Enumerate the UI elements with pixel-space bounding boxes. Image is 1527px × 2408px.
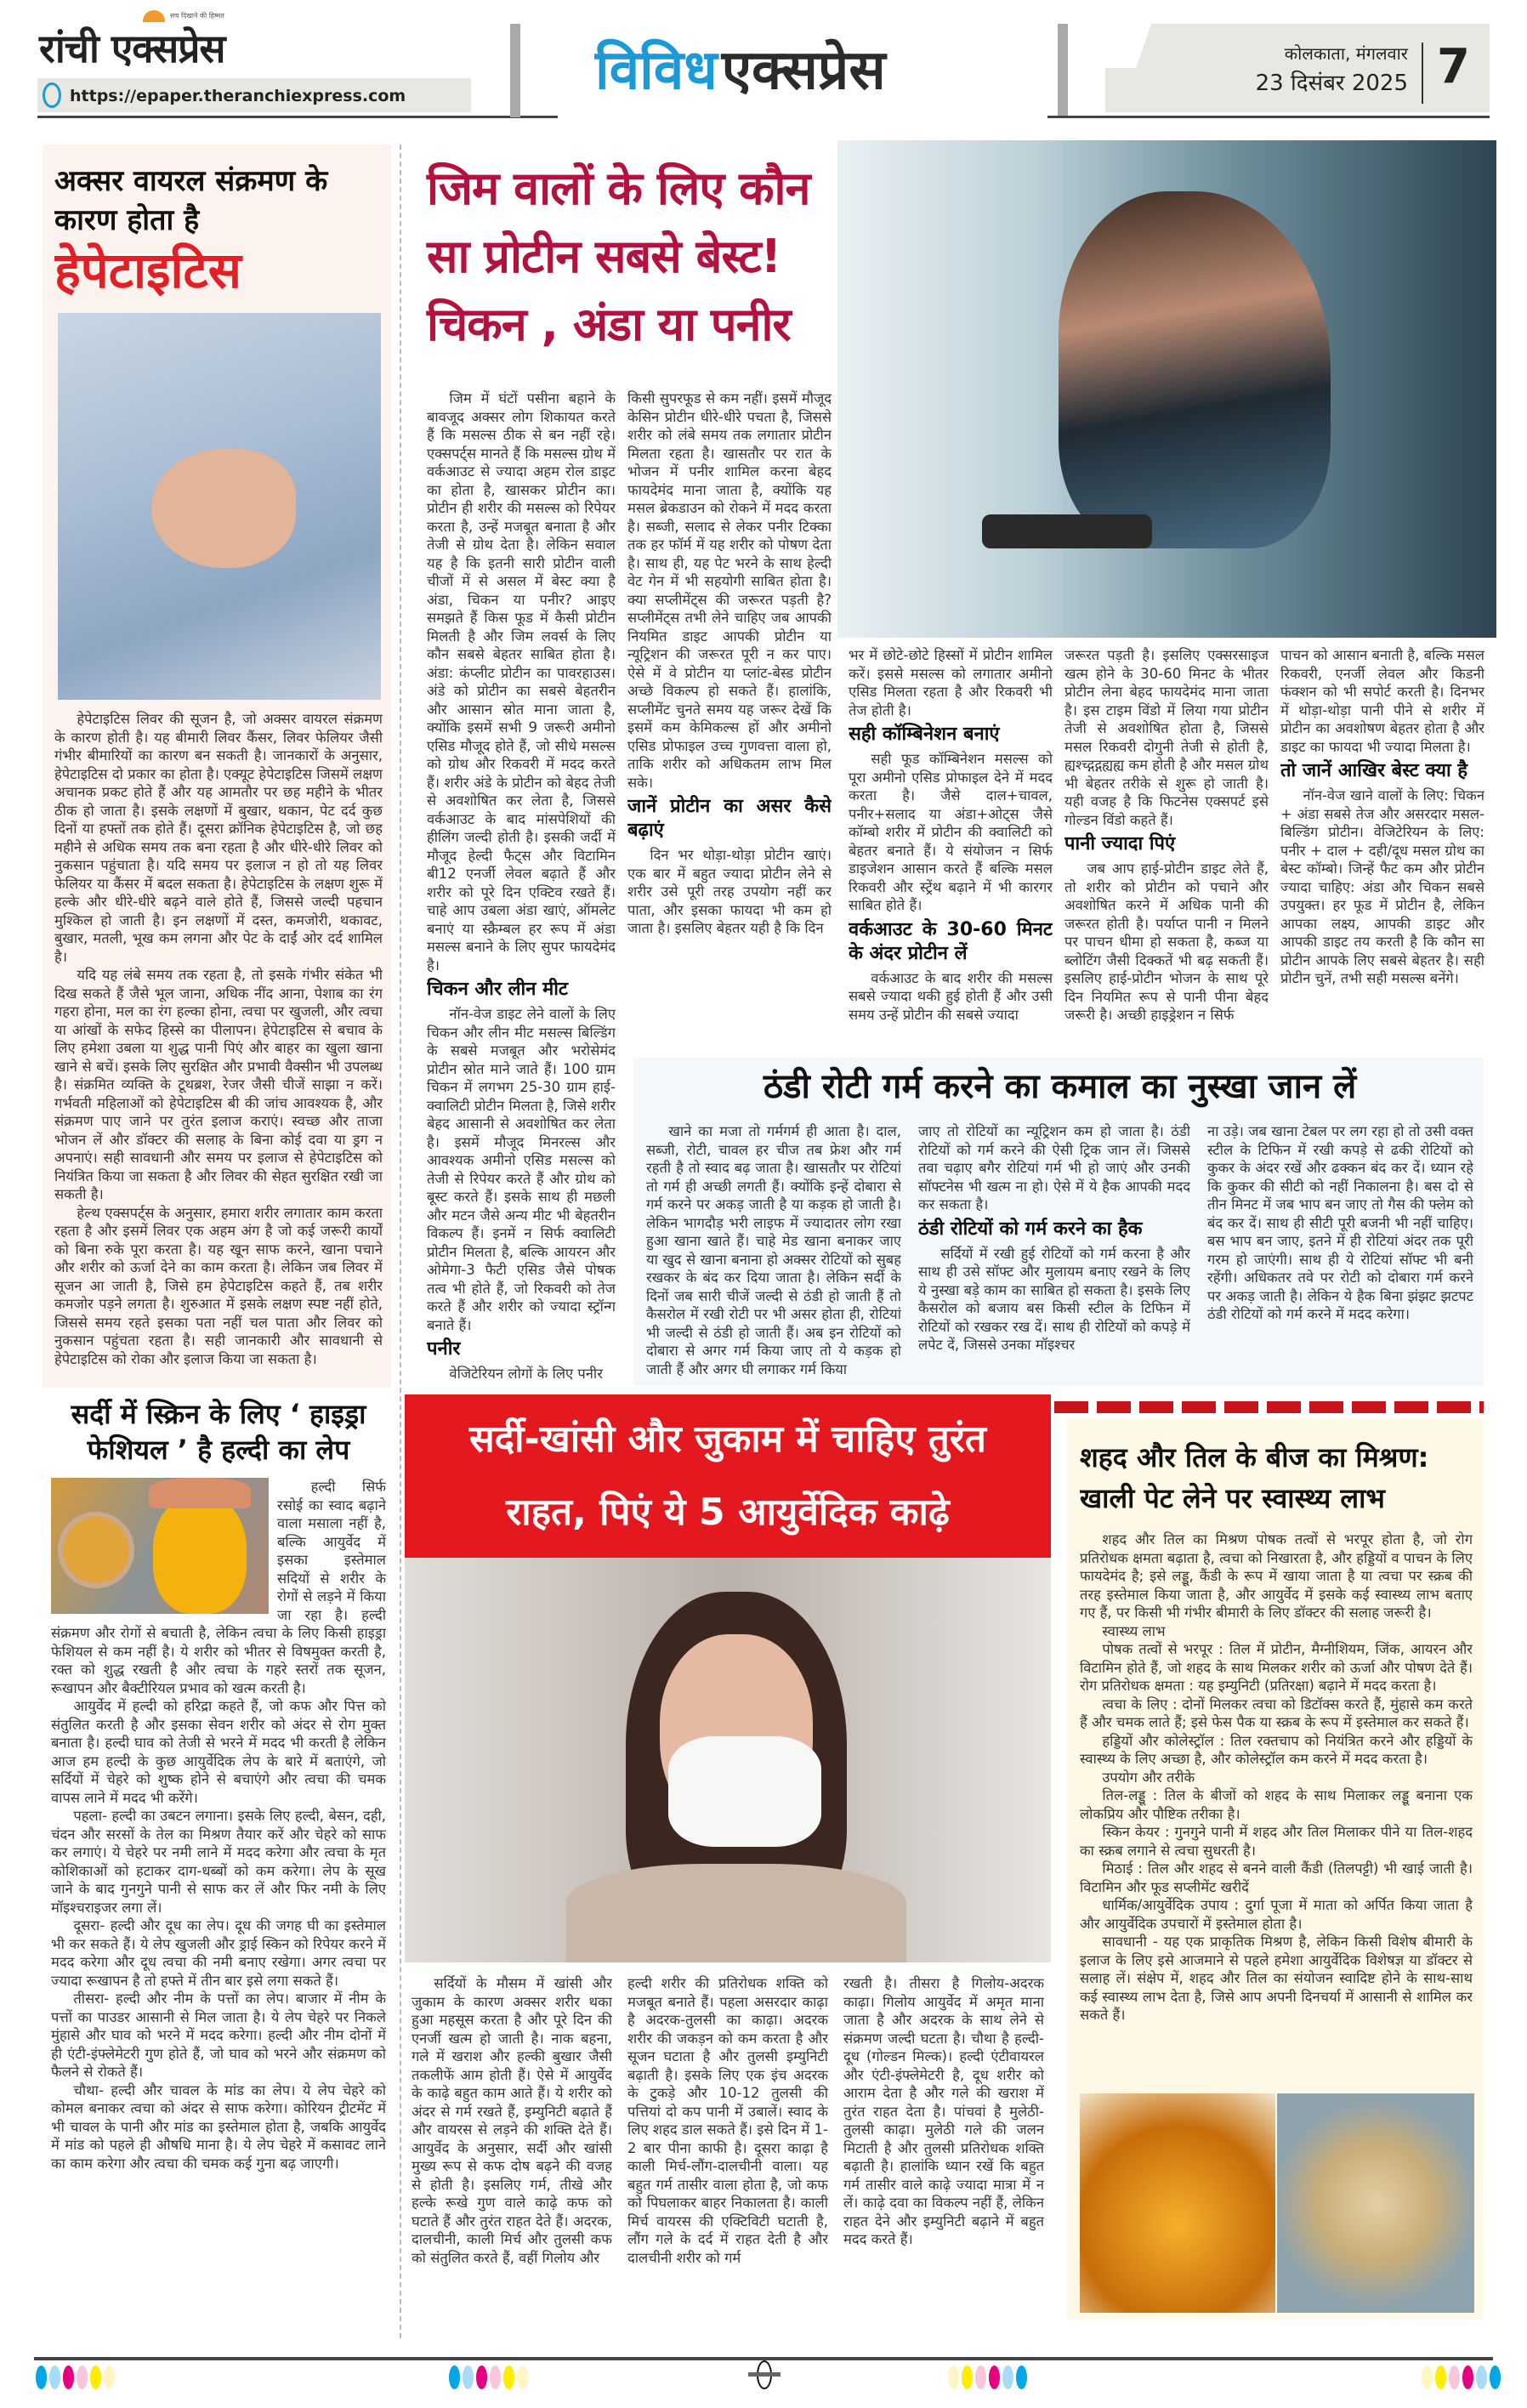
face-mask (153, 1495, 247, 1614)
roti-text: खाने का मजा तो गर्मगर्म ही आता है। दाल, सब्जी, रोटी, चावल हर चीज तब फ्रेश और गर्म रहती है तो स्वाद बढ़ जाता है। खासतौर पर रोटियां तो गर्म ही अच्छी लगती हैं। क्योंकि इन्हें दोबारा से गर्म करने पर अकड़ जाती है या कड़क हो जाती है। लेकिन भागदौड़ भरी लाइफ में ज्यादातर लोग रखा हुआ खाना खाते हैं। चाहे मेड खाना बनाकर जाए या खुद से खाना बनाना हो अक्सर रोटियों को सुबह रखकर के बंद कर दिया जाता है। लेकिन सर्दी के दिनों जब सारी चीजें जल्दी से ठंडी हो जाती हैं तो कैसरोल में रखी रोटी पर भी असर होता ही, रोटियां भी जल्दी से ठंडी हो जाती हैं। अब इन रोटियों को दोबारा से अगर गर्म किया जाए तो ये कड़क हो जाती हैं और अगर घी लगाकर गर्म किया (646, 1123, 901, 1377)
turmeric-photo (51, 1478, 269, 1614)
color-registration-marks (1422, 2365, 1501, 2389)
honey-paragraph: त्वचा के लिए : दोनों मिलकर त्वचा को डिटॉक्स करते हैं, मुंहासे कम करते हैं और चमक लाते हैं; इसे फेस पैक या स्क्रब के रूप में इस्तेमाल कर सकते हैं। (1080, 1695, 1473, 1730)
protein-column-5 (1280, 646, 1484, 1053)
woman-sweater (566, 1864, 906, 1962)
protein-text: पाचन को आसान बनाती है, बल्कि मसल रिकवरी, एनर्जी लेवल और किडनी फंक्शन को भी सपोर्ट करती है। दिनभर में थोड़ा-थोड़ा पानी पीने से शरीर में प्रोटीन का अवशोषण बेहतर होता है और डाइट का फायदा भी ज्यादा मिलता है। (1280, 647, 1484, 755)
protein-subheading: तो जानें आखिर बेस्ट क्या है (1280, 760, 1468, 781)
masthead-bracket-right (1058, 24, 1068, 117)
kadha-column-3 (843, 1974, 1044, 2314)
kadha-column-1 (412, 1974, 612, 2314)
turmeric-headline: सर्दी में स्क्रिन के लिए ‘ हाइड्रा फेशियल ’ है हल्दी का लेप (71, 1398, 366, 1466)
turmeric-content (51, 1396, 386, 2323)
hepatitis-paragraph: हेल्थ एक्सपर्ट्स के अनुसार, हमारा शरीर लगातार काम करता रहता है और इसमें लिवर एक अहम अंग है जो कई जरूरी कार्यों को बिना रुके पूरा करता है। यह खून साफ करने, खाना पचाने और शरीर को ऊर्जा देने का काम करता है। लेकिन जब लिवर में सूजन आ जाती है, जिसे हम हेपेटाइटिस कहते हैं, तब शरीर कमजोर पड़ने लगता है। शुरुआत में इसके लक्षण स्पष्ट नहीं होते, जिससे समय रहते इसका पता नहीं चल पाता और लिवर को नुकसान पहुंचता रहता है। सही जानकारी और सावधानी से हेपेटाइटिस को रोका और इलाज किया जा सकता है। (54, 1204, 383, 1367)
protein-text: नॉन-वेज डाइट लेने वालों के लिए चिकन और लीन मीट मसल्स बिल्डिंग के सबसे मजबूत और भरोसेमंद प्रोटीन स्रोत माने जाते हैं। 100 ग्राम चिकन में लगभग 25-30 ग्राम हाई-क्वालिटी प्रोटीन मिलता है, जिसे शरीर बेहद आसानी से अवशोषित कर लेता है। इसमें मौजूद मिनरल्स और आवश्यक अमीनो एसिड मसल्स को तेजी से रिपेयर करते हैं और ग्रोथ को बूस्ट करते हैं। इसके साथ ही मछली और मटन जैसे अन्य मीट भी बेहतरीन विकल्प हैं। इनमें न सिर्फ क्वालिटी प्रोटीन मिलता है, बल्कि आयरन और ओमेगा-3 फैटी एसिड जैसे पोषक तत्व भी होते हैं, जो रिकवरी को तेज करते हैं और शरीर को ज्यादा स्ट्रॉन्ग बनाते हैं। (427, 1006, 616, 1333)
city-day: कोलकाता, मंगलवार (1284, 43, 1408, 64)
protein-subheading: जानें प्रोटीन का असर कैसे बढ़ाएं (627, 796, 832, 841)
logo-tagline: सच दिखाने की हिम्मत (170, 12, 224, 20)
hepatitis-headline (54, 162, 383, 301)
roti-article (633, 1058, 1484, 1386)
honey-paragraph: स्किन केयर : गुनगुने पानी में शहद और तिल मिलाकर पीने या तिल-शहद का स्क्रब लगाने से त्वचा सुधरती है। (1080, 1824, 1473, 1859)
woman-figure (1059, 191, 1331, 548)
turmeric-paragraph: दूसरा- हल्दी और दूध का लेप। दूध की जगह घी का इस्तेमाल भी कर सकते हैं। ये लेप खुजली और ड्राई स्किन को रिपेयर करने में मदद करेगा और दूध त्वचा की नमी बनाए रखेगा। अगर त्वचा पर ज्यादा रूखापन है तो हफ्ते में तीन बार इसे लगा सकते हैं। (51, 1917, 386, 1989)
roti-text: जाए तो रोटियों का न्यूट्रिशन कम हो जाता है। ठंडी रोटियों को गर्म करने की ऐसी ट्रिक जान लें। जिससे तवा चढ़ाए बगैर रोटियां गर्म भी हो जाएं और उनकी सॉफ्टनेस भी खत्म ना हो। ऐसे में ये हैक आपकी मदद कर सकता है। (918, 1123, 1190, 1213)
towel (149, 1478, 251, 1508)
protein-text: वर्कआउट के बाद शरीर की मसल्स सबसे ज्यादा थकी हुई होती हैं और उसी समय उन्हें प्रोटीन की सबसे ज्यादा (849, 969, 1053, 1023)
protein-column-1 (427, 389, 616, 1384)
masthead-bracket-left (510, 24, 520, 117)
hand-on-abdomen (151, 449, 296, 568)
section-title-part2: एक्सप्रेस (721, 39, 886, 102)
protein-column-3 (849, 646, 1053, 1053)
newspaper-logo: रांची एक्सप्रेस (39, 26, 225, 71)
masthead-rule-left (37, 116, 558, 118)
protein-subheading: सही कॉम्बिनेशन बनाएं (849, 724, 1000, 745)
hepatitis-paragraph: यदि यह लंबे समय तक रहता है, तो इसके गंभीर संकेत भी दिख सकते हैं जैसे भूल जाना, अधिक नींद आना, पेशाब का रंग गहरा होना, मल का रंग हल्का होना, त्वचा पर खुजली, और त्वचा या आंखों के सफेद हिस्से का पीलापन। हेपेटाइटिस से बचाव के लिए हमेशा उबला या शुद्ध पानी पिएं और बाहर का खुला खाना खाने से बचें। इसके लिए सुरक्षित और प्रभावी वैक्सीन भी उपलब्ध है। संक्रमित व्यक्ति के टूथब्रश, रेजर जैसी चीजें साझा न करें। गर्भवती महिलाओं को हेपेटाइटिस बी की जांच आवश्यक है, और संक्रमण पाए जाने पर तुरंत इलाज कराएं। स्वच्छ और ताजा भोजन लें और डॉक्टर की सलाह के बिना कोई दवा या ड्रग न अपनाएं। सही सावधानी और समय पर इलाज से हेपेटाइटिस को नियंत्रित किया जा सकता है और लिवर की सेहत सुरक्षित रखी जा सकती है। (54, 967, 383, 1202)
honey-paragraph: धार्मिक/आयुर्वेदिक उपाय : दुर्गा पूजा में माता को अर्पित किया जाता है और आयुर्वेदिक उपचारों में इस्तेमाल होता है। (1080, 1897, 1473, 1932)
kadha-column-2 (627, 1974, 828, 2314)
honey-paragraph: मिठाई : तिल और शहद से बनने वाली कैंडी (तिलपट्टी) भी खाई जाती है। विटामिन और फूड सप्लीमेंट खरीदें (1080, 1860, 1473, 1895)
protein-column-4 (1064, 646, 1269, 1053)
protein-text: जिम में घंटों पसीना बहाने के बावजूद अक्सर लोग शिकायत करते हैं कि मसल्स ठीक से बन नहीं रहे। एक्सपर्ट्स मानते हैं कि मसल्स ग्रोथ में वर्कआउट से ज्यादा अहम रोल डाइट का होता है, खासकर प्रोटीन का। प्रोटीन ही शरीर की मसल्स को रिपेयर करता है, उन्हें मजबूत बनाता है और तेजी से ग्रोथ देता है। लेकिन सवाल यह है कि इतनी सारी प्रोटीन वाली चीजों में से असल में बेस्ट क्या है अंडा, चिकन या पनीर? आइए समझते हैं किस फूड में कैसी प्रोटीन मिलती है और जिम लवर्स के लिए कौन सबसे बेहतर साबित होता है। अंडा: कंप्लीट प्रोटीन का पावरहाउस। अंडे को प्रोटीन का सबसे बेहतरीन और आसान स्रोत माना जाता है, क्योंकि इसमें सभी 9 जरूरी अमीनो एसिड मौजूद होते हैं, जो सीधे मसल्स को ग्रोथ और रिकवरी में मदद करते हैं। शरीर अंडे के प्रोटीन को बेहद तेजी से अवशोषित कर लेता है, जिससे वर्कआउट के बाद मांसपेशियों की हीलिंग जल्दी होती है। इसकी जर्दी में मौजूद हेल्दी फैट्स और विटामिन बी12 एनर्जी लेवल बढ़ाते हैं और शरीर को पूरे दिन एक्टिव रखते हैं। चाहे आप उबला अंडा खाएं, ऑमलेट बनाएं या स्क्रैम्बल हर रूप में अंडा मसल्स बनाने के लिए सुपर फायदेमंद है। (427, 390, 616, 974)
kadha-text: हल्दी शरीर की प्रतिरोधक शक्ति को मजबूत बनाते हैं। पहला असरदार काढ़ा है अदरक-तुलसी का काढ़ा। अदरक शरीर की जकड़न को कम करता है और सूजन घटाता है और तुलसी इम्युनिटी बढ़ाती है। इसके लिए एक इंच अदरक के टुकड़े और 10-12 तुलसी की पत्तियां दो कप पानी में उबालें। स्वाद के लिए शहद डाल सकते हैं। इसे दिन में 1-2 बार पीना काफी है। दूसरा काढ़ा है काली मिर्च-लौंग-दालचीनी वाला। यह बहुत गर्म तासीर वाला होता है, जो कफ को पिघलाकर बाहर निकालता है। काली मिर्च वायरस की एक्टिविटी घटाती है, लौंग गले के दर्द में राहत देती है और दालचीनी शरीर को गर्म (627, 1975, 828, 2266)
kadha-banner (405, 1394, 1051, 1558)
globe-icon (43, 82, 61, 108)
column-divider-dashed (400, 145, 401, 2338)
protein-headline-line1: जिम वालों के लिए कौन (427, 162, 810, 215)
honey-jar-photo (1080, 2093, 1275, 2313)
turmeric-paragraph: पहला- हल्दी का उबटन लगाना। इसके लिए हल्दी, बेसन, दही, चंदन और सरसों के तेल का मिश्रण तैयार करें और चेहरे को साफ कर लगाएं। ये चेहरे पर नमी लाने में मदद करेगा और त्वचा के मृत कोशिकाओं को हटाकर दाग-धब्बों को कम करेगा। लेप के सूख जाने के बाद गुनगुने पानी से साफ कर लें और फिर नमी के लिए मॉइश्चराइजर लगा लें। (51, 1808, 386, 1916)
kadha-text: रखती है। तीसरा है गिलोय-अदरक काढ़ा। गिलोय आयुर्वेद में अमृत माना जाता है और अदरक के साथ लेने से संक्रमण जल्दी घटता है। चौथा है हल्दी-दूध (गोल्डन मिल्क)। हल्दी एंटीवायरल और एंटी-इंफ्लेमेटरी है, दूध शरीर को आराम देता है और गले की खराश में तुरंत राहत देता है। पांचवां है मुलेठी-तुलसी काढ़ा। मुलेठी गले की जलन मिटाती है और तुलसी प्रतिरोधक शक्ति बढ़ाती है। हालांकि ध्यान रखें कि बहुत गर्म तासीर वाले काढ़े ज्यादा मात्रा में न लें। काढ़े दवा का विकल्प नहीं हैं, लेकिन राहत देने और इम्युनिटी बढ़ाने में बहुत मदद करते हैं। (843, 1975, 1044, 2247)
protein-subheading: वर्कआउट के 30-60 मिनट के अंदर प्रोटीन लें (849, 918, 1053, 964)
roti-text: सर्दियों में रखी हुई रोटियों को गर्म करना है और साथ ही उसे सॉफ्ट और मुलायम बनाए रखने के लिए ये नुस्खा बड़े काम का साबित हो सकता है। इसके लिए कैसरोल को बजाय बस किसी स्टील के टिफिन में रोटियों को रखकर रख दें। साथ ही रोटियों को कपड़े में लपेट दें, जिससे उनका मॉइश्चर (918, 1245, 1190, 1353)
protein-headline (427, 155, 810, 359)
hepatitis-content (54, 162, 383, 1384)
sneezing-woman-photo (405, 1558, 1051, 1962)
crosshair-bar (748, 2372, 781, 2377)
hepatitis-headline-red: हेपेटाइटिस (54, 241, 241, 299)
protein-headline-line2: सा प्रोटीन सबसे बेस्ट! (427, 230, 781, 283)
protein-text: नॉन-वेज खाने वालों के लिए: चिकन + अंडा सबसे तेज और असरदार मसल-बिल्डिंग प्रोटीन। वेजिटेरियन के लिए: पनीर + दाल + दही/दूध मसल ग्रोथ का बेस्ट कॉम्बो। जिन्हें फैट कम और प्रोटीन ज्यादा चाहिए: अंडा और चिकन सबसे उपयुक्त। हर फूड में प्रोटीन है, लेकिन आपका लक्ष्य, आपकी डाइट और आपकी डाइट तय करती है कि कौन सा प्रोटीन आपके लिए सबसे बेहतर है। सही प्रोटीन चुनें, तभी सही मसल्स बनेंगे। (1280, 787, 1484, 986)
protein-subheading: चिकन और लीन मीट (427, 979, 569, 1000)
sesame-seeds-photo (1277, 2093, 1474, 2313)
roti-column-3 (1207, 1122, 1473, 1383)
section-title (595, 31, 886, 105)
roti-column-2 (918, 1122, 1190, 1383)
roti-subheading: ठंडी रोटियों को गर्म करने का हैक (918, 1218, 1143, 1240)
turmeric-paragraph: आयुर्वेद में हल्दी को हरिद्रा कहते हैं, जो कफ और पित्त को संतुलित करती है और इसका सेवन शरीर को अंदर से रोग मुक्त बनाता है। हल्दी घाव को तेजी से भरने में मदद भी करती है लेकिन आज हम हल्दी के कुछ आयुर्वेदिक लेप के बारे में बताएंगे, जो सर्दियों में चेहरे को शुष्क होने से बचाएंगे और त्वचा की चमक वापस लाने में मदद भी करेंगे। (51, 1698, 386, 1806)
honey-paragraph: तिल-लड्डू : तिल के बीजों को शहद के साथ मिलाकर लड्डू बनाना एक लोकप्रिय और पौष्टिक तरीका है। (1080, 1787, 1473, 1822)
hepatitis-paragraph: हेपेटाइटिस लिवर की सूजन है, जो अक्सर वायरल संक्रमण के कारण होती है। यह बीमारी लिवर कैंसर, लिवर फेलियर जैसी गंभीर बीमारियों का कारण बन सकती है। जानकारों के अनुसार, हेपेटाइटिस दो प्रकार का होता है। एक्यूट हेपेटाइटिस जिसमें लक्षण अचानक प्रकट होते हैं और यह आमतौर पर छह महीने के भीतर ठीक हो जाता है। इसके लक्षणों में बुखार, थकान, पेट दर्द कुछ दिनों या हफ्तों तक होते हैं। दूसरा क्रॉनिक हेपेटाइटिस है, जो छह महीने से अधिक समय तक बना रहता है और धीरे-धीरे लिवर को नुकसान पहुंचाता है। यदि समय पर इलाज न हो तो यह लिवर फेलियर या कैंसर में बदल सकता है। हेपेटाइटिस के लक्षण शुरू में हल्के और धीरे-धीरे बढ़ने वाले होते हैं, जिससे जल्दी पहचान मुश्किल हो जाती है। इन लक्षणों में दस्त, कमजोरी, थकावट, बुखार, मतली, भूख कम लगना और पेट के दाईं ओर दर्द शामिल है। (54, 711, 383, 965)
kadha-headline-line2: राहत, पिएं ये 5 आयुर्वेदिक काढ़े (506, 1491, 950, 1534)
kadha-text: सर्दियों के मौसम में खांसी और जुकाम के कारण अक्सर शरीर थका हुआ महसूस करता है और पूरे दिन की एनर्जी खत्म हो जाती है। नाक बहना, गले में खराश और हल्की बुखार जैसी तकलीफें आम होती हैं। ऐसे में आयुर्वेद के काढ़े बहुत काम आते हैं। ये शरीर को अंदर से गर्म रखते हैं, इम्युनिटी बढ़ाते हैं और वायरस से लड़ने की शक्ति देते हैं। आयुर्वेद के अनुसार, सर्दी और खांसी मुख्य रूप से कफ दोष बढ़ने की वजह से होती है। इसलिए गर्म, तीखे और हल्के रूखे गुण वाले काढ़े कफ को घटाते हैं और तुरंत राहत देते हैं। अदरक, दालचीनी, काली मिर्च और तुलसी कफ को संतुलित करते हैं, वहीं गिलोय और (412, 1975, 612, 2266)
protein-text: जब आप हाई-प्रोटीन डाइट लेते हैं, तो शरीर को प्रोटीन को पचाने और अवशोषित करने में अधिक पानी की जरूरत होती है। पर्याप्त पानी न मिलने पर पाचन धीमा हो सकता है, कब्ज या ब्लोटिंग जैसी दिक्कतें भी बढ़ सकती हैं। इसलिए हाई-प्रोटीन भोजन के साथ पूरे दिन नियमित रूप से पानी पीना बेहद जरूरी है। अच्छी हाइड्रेशन न सिर्फ (1064, 860, 1269, 1023)
hepatitis-body (54, 710, 383, 1384)
color-registration-marks (449, 2365, 528, 2389)
gym-woman-photo (837, 140, 1496, 638)
honey-paragraph: उपयोग और तरीके (1102, 1769, 1195, 1786)
protein-text: भर में छोटे-छोटे हिस्सों में प्रोटीन शामिल करें। इससे मसल्स को लगातार अमीनो एसिड मिलता रहता है और रिकवरी भी तेज होती है। (849, 647, 1053, 718)
kadha-headline-line1: सर्दी-खांसी और जुकाम में चाहिए तुरंत (469, 1417, 986, 1461)
honey-paragraph: स्वास्थ्य लाभ (1102, 1622, 1166, 1639)
turmeric-bowl (58, 1512, 134, 1588)
honey-content (1080, 1437, 1473, 2087)
turmeric-intro-text: हल्दी सिर्फ रसोई का स्वाद बढ़ाने वाला मसाला नहीं है, बल्कि आयुर्वेद में इसका इस्तेमाल सदियों से शरीर के रोगों से लड़ने में किया जा रहा है। हल्दी संक्रमण और रोगों से बचाती है, लेकिन त्वचा के लिए किसी हाइड्रा फेशियल से कम नहीं है। ये शरीर को भीतर से विषमुक्त करती है, रक्त को शुद्ध रखती है और त्वचा के गहरे स्तरों तक सूजन, रूखापन और बैक्टीरियल प्रभाव को खत्म करती है। (51, 1479, 386, 1696)
tissue (668, 1736, 821, 1847)
hepatitis-headline-line1: अक्सर वायरल संक्रमण के (54, 164, 328, 198)
issue-date: 23 दिसंबर 2025 (1255, 71, 1408, 96)
honey-body (1080, 1531, 1473, 2087)
page-divider (1422, 43, 1423, 104)
masthead-right-box (1105, 24, 1490, 112)
page-number: 7 (1437, 39, 1470, 94)
protein-headline-line3: चिकन , अंडा या पनीर (427, 298, 791, 351)
honey-headline-line2: खाली पेट लेने पर स्वास्थ्य लाभ (1080, 1482, 1385, 1514)
honey-headline (1080, 1437, 1473, 1519)
protein-subheading: पानी ज्यादा पिएं (1064, 833, 1176, 855)
roti-columns (646, 1122, 1473, 1383)
honey-paragraph: सावधानी - यह एक प्राकृतिक मिश्रण है, लेकिन किसी विशेष बीमारी के इलाज के लिए इसे आजमाने से पहले हमेशा आयुर्वेदिक विशेषज्ञ या डॉक्टर से सलाह लें। संक्षेप में, शहद और तिल का संयोजन स्वादिष्ट होने के साथ-साथ कई स्वास्थ्य लाभ देता है, जिसे आप अपनी दिनचर्या में आसानी से शामिल कर सकते हैं। (1080, 1934, 1473, 2023)
dumbbell (982, 514, 1152, 548)
epaper-url-link[interactable]: https://epaper.theranchiexpress.com (70, 87, 406, 105)
protein-column-2 (627, 389, 832, 1053)
red-dashed-rule (1054, 1401, 1484, 1413)
honey-paragraph: शहद और तिल का मिश्रण पोषक तत्वों से भरपूर होता है, जो रोग प्रतिरोधक क्षमता बढ़ाता है, त्वचा को निखारता है, और हड्डियों व पाचन के लिए फायदेमंद है; इसे लड्डू, कैंडी के रूप में खाया जाता है या त्वचा पर स्क्रब की तरह इस्तेमाल किया जाता है, और आयुर्वेद में इसके कई स्वास्थ्य लाभ बताए गए हैं, पर किसी भी गंभीर बीमारी के लिए डॉक्टर की सलाह जरूरी है। (1080, 1531, 1473, 1621)
turmeric-paragraph: तीसरा- हल्दी और नीम के पत्तों का लेप। बाजार में नीम के पत्तों का पाउडर आसानी से मिल जाता है। ये लेप चेहरे पर निकले मुंहासे और घाव को भरने में मदद करेगा। हल्दी और नीम दोनों में ही एंटी-इंफ्लेमेटरी गुण होते हैं, जो घाव को भरने और संक्रमण को फैलने से रोकते हैं। (51, 1991, 386, 2080)
turmeric-paragraph: चौथा- हल्दी और चावल के मांड का लेप। ये लेप चेहरे को कोमल बनाकर त्वचा को अंदर से साफ करेगा। कोरियन ट्रीटमेंट में भी चावल के पानी और मांड का इस्तेमाल होता है, जबकि आयुर्वेद में मांड को पहले ही औषधि माना है। ये लेप चेहरे में कसावट लाने का काम करेगा और त्वचा की चमक कई गुना बढ़ जाएगी। (51, 2081, 386, 2172)
masthead-rule-right (1047, 116, 1490, 118)
protein-text: किसी सुपरफूड से कम नहीं। इसमें मौजूद केसिन प्रोटीन धीरे-धीरे पचता है, जिससे शरीर को लंबे समय तक लगातार प्रोटीन मिलता रहता है। खासतौर पर रात के भोजन में पनीर शामिल करना बेहद फायदेमंद माना जाता है, क्योंकि यह मसल ब्रेकडाउन को रोकने में मदद करता है। सब्जी, सलाद से लेकर पनीर टिक्का तक हर फॉर्म में यह शरीर को पोषण देता है। साथ ही, यह पेट भरने के साथ हेल्दी वेट गेन में भी सहयोगी साबित होता है। क्या सप्लीमेंट्स की जरूरत पड़ती है? सप्लीमेंट्स तभी लेने चाहिए जब आपकी नियमित डाइट आपकी प्रोटीन या न्यूट्रिशन की जरूरत पूरी न कर पाए। ऐसे में वे प्रोटीन या प्लांट-बेस्ड प्रोटीन अच्छे विकल्प हो सकते हैं। हालांकि, सप्लीमेंट चुनते समय यह जरूर देखें कि इसमें कम केमिकल्स हों और अमीनो एसिड प्रोफाइल उच्च गुणवत्ता वाला हो, ताकि शरीर को अधिकतम लाभ मिल सके। (627, 390, 832, 791)
roti-headline: ठंडी रोटी गर्म करने का कमाल का नुस्खा जान लें (763, 1067, 1357, 1106)
hepatitis-photo (58, 313, 381, 700)
section-title-part1: विविध (595, 39, 718, 102)
color-registration-marks (36, 2365, 115, 2389)
protein-text: दिन भर थोड़ा-थोड़ा प्रोटीन खाएं। एक बार में बहुत ज्यादा प्रोटीन लेने से शरीर उसे पूरी तरह उपयोग नहीं कर पाता, और इसका फायदा भी कम हो जाता है। इसलिए बेहतर यही है कि दिन (627, 847, 832, 936)
honey-paragraph: हड्डियों और कोलेस्ट्रॉल : तिल रक्तचाप को नियंत्रित करने और हड्डियों के स्वास्थ्य के लिए अच्छा है, और कोलेस्ट्रॉल कम करने में मदद करता है। (1080, 1732, 1473, 1767)
protein-text: जरूरत पड़ती है। इसलिए एक्सरसाइज खत्म होने के 30-60 मिनट के भीतर प्रोटीन लेना बेहद फायदेमंद माना जाता है। इस टाइम विंडो में लिया गया प्रोटीन तेजी से अवशोषित होता है, जिससे मसल रिकवरी दोगुनी तेजी से होती है, ह्यश्च्द्गद्गह्यह्य कम होती है और मसल ग्रोथ भी बेहतर तरीके से शुरू हो जाती है। यही वजह है कि फिटनेस एक्सपर्ट इसे गोल्डन विंडो कहते हैं। (1064, 647, 1269, 828)
honey-headline-line1: शहद और तिल के बीज का मिश्रण: (1080, 1441, 1429, 1474)
roti-column-1 (646, 1122, 901, 1383)
honey-paragraph: पोषक तत्वों से भरपूर : तिल में प्रोटीन, मैग्नीशियम, जिंक, आयरन और विटामिन होते हैं, जो शहद के साथ मिलकर शरीर को ऊर्जा और पोषण देते हैं। रोग प्रतिरोधक क्षमता : यह इम्युनिटी (प्रतिरक्षा) बढ़ाने में मदद करता है। (1080, 1641, 1473, 1694)
color-registration-marks (948, 2365, 1027, 2389)
turmeric-body (51, 1478, 386, 2323)
roti-text: ना उड़े। जब खाना टेबल पर लग रहा हो तो उसी वक्त स्टील के टिफिन में रखी कपड़े से ढकी रोटियों को कुकर के अंदर रखें और ढक्कन बंद कर दें। ध्यान रहे कि कुकर की सीटी को नहीं निकालना है। बस दो से तीन मिनट में जब भाप बन जाए तो गैस की फ्लेम को बंद कर दें। साथ ही सीटी पूरी बजनी भी नहीं चाहिए। बस भाप बन जाए, इतने में ही रोटियां अंदर तक पूरी गरम हो जाएंगी। साथ ही ये रोटियां सॉफ्ट भी बनी रहेंगी। अधिकतर तवे पर रोटी को दोबारा गर्म करने पर अकड़ जाती है। लेकिन ये हैक बिना झंझट झटपट ठंडी रोटियों को गर्म करने में मदद करेगा। (1207, 1123, 1473, 1322)
logo-sun-icon (143, 10, 165, 22)
protein-text: वेजिटेरियन लोगों के लिए पनीर (449, 1366, 603, 1382)
protein-text: सही फूड कॉम्बिनेशन मसल्स को पूरा अमीनो एसिड प्रोफाइल देने में मदद करता है। जैसे दाल+चावल, पनीर+सलाद या अंडा+ओट्स जैसे कॉम्बो शरीर में प्रोटीन की क्वालिटी को बेहतर बनाते हैं। ये संयोजन न सिर्फ डाइजेशन आसान करते हैं बल्कि मसल रिकवरी और स्ट्रेंथ बढ़ाने में भी कारगर साबित होते हैं। (849, 751, 1053, 913)
protein-subheading: पनीर (427, 1338, 461, 1360)
hepatitis-headline-line2: कारण होता है (54, 203, 200, 237)
